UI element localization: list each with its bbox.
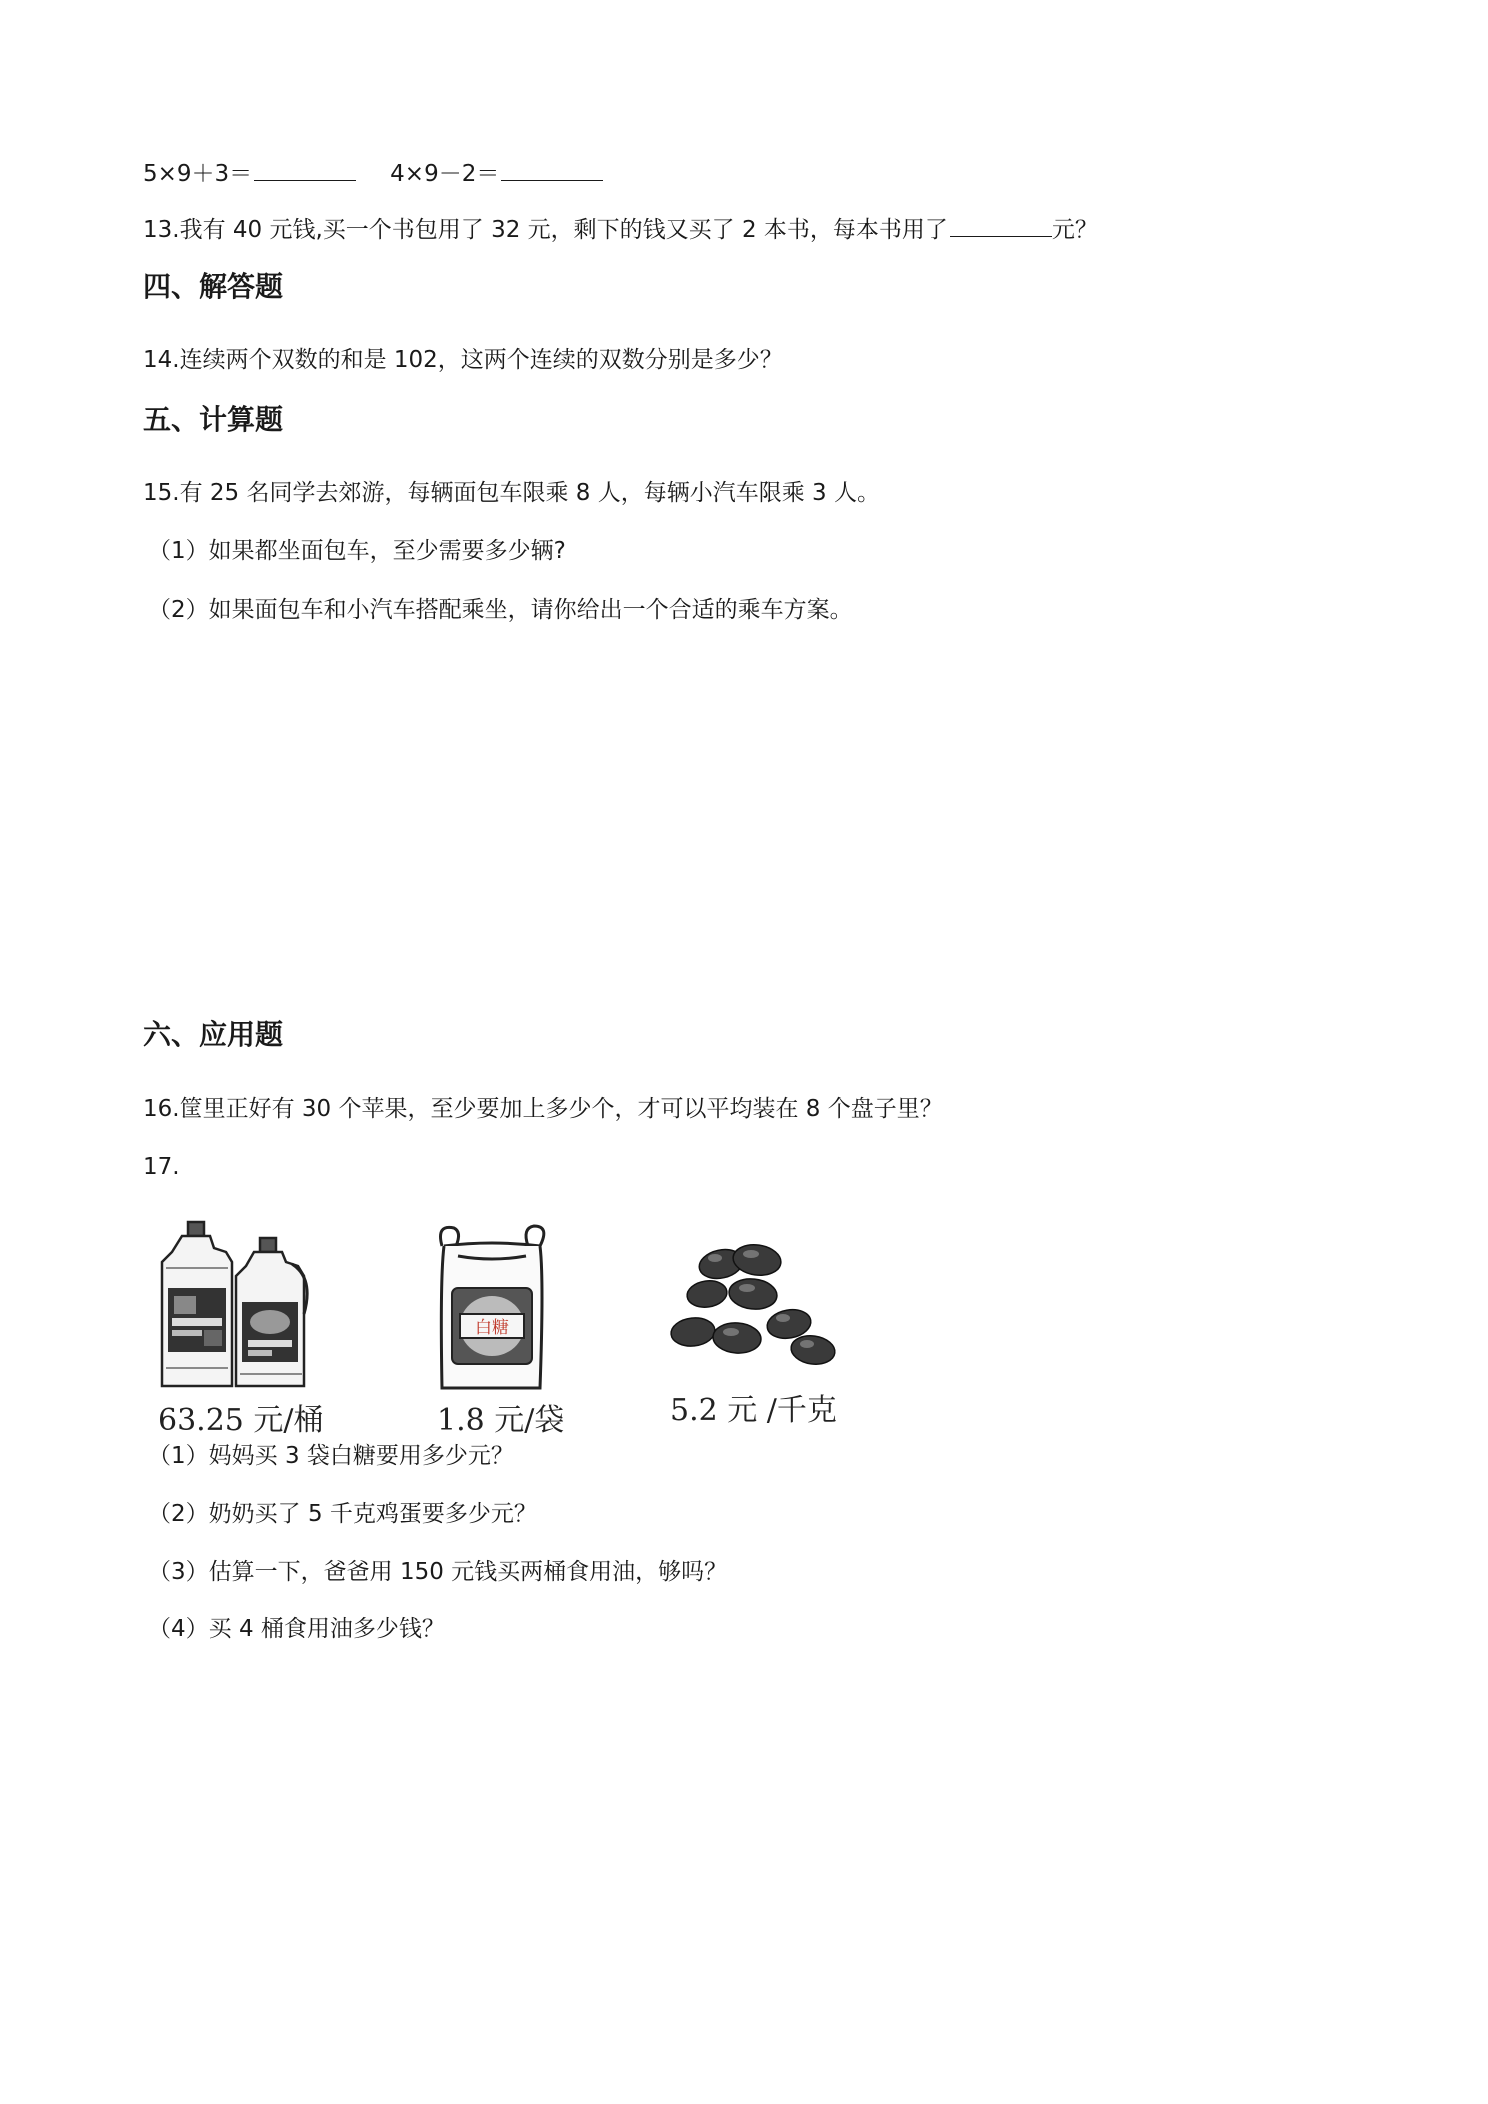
- q13-blank[interactable]: [950, 214, 1052, 237]
- section-6-title: 六、应用题: [143, 1018, 284, 1051]
- q12-expr1: 5×9＋3＝: [143, 161, 253, 187]
- q13-line: [143, 214, 1098, 245]
- q15-text: 15.有 25 名同学去郊游，每辆面包车限乘 8 人，每辆小汽车限乘 3 人。: [143, 480, 880, 506]
- sugar-bag-figure: [432, 1218, 552, 1394]
- q17-sub2: （2）奶奶买了 5 千克鸡蛋要多少元？: [148, 1501, 537, 1527]
- oil-bottles-figure: [158, 1218, 318, 1394]
- section-5-title: 五、计算题: [143, 403, 284, 436]
- q17-sub4: （4）买 4 桶食用油多少钱？: [148, 1616, 445, 1642]
- q12-blank1[interactable]: [254, 158, 356, 181]
- q15-sub1: （1）如果都坐面包车，至少需要多少辆?: [148, 538, 566, 564]
- q17-number: 17.: [143, 1154, 180, 1180]
- q12-expr2: 4×9－2＝: [390, 161, 500, 187]
- sugar-bag-label: 白糖: [475, 1318, 509, 1338]
- oil-bottles-icon: [158, 1218, 318, 1394]
- q13-text-after: 元？: [1051, 217, 1098, 243]
- q17-sub3: （3）估算一下，爸爸用 150 元钱买两桶食用油，够吗？: [148, 1559, 728, 1585]
- oil-price-label: 63.25 元/桶: [158, 1403, 324, 1438]
- sugar-price-label: 1.8 元/袋: [437, 1403, 565, 1438]
- section-4-title: 四、解答题: [143, 270, 284, 303]
- eggs-icon: [665, 1238, 845, 1378]
- q17-sub1: （1）妈妈买 3 袋白糖要用多少元？: [148, 1443, 514, 1469]
- q12-line: [143, 158, 603, 189]
- q14-text: 14.连续两个双数的和是 102，这两个连续的双数分别是多少？: [143, 347, 783, 373]
- q16-text: 16.筐里正好有 30 个苹果，至少要加上多少个，才可以平均装在 8 个盘子里？: [143, 1096, 943, 1122]
- q15-sub2: （2）如果面包车和小汽车搭配乘坐，请你给出一个合适的乘车方案。: [148, 597, 853, 623]
- q12-blank2[interactable]: [501, 158, 603, 181]
- q13-text: 13.我有 40 元钱,买一个书包用了 32 元，剩下的钱又买了 2 本书，每本书用了: [143, 217, 948, 243]
- eggs-figure: [665, 1238, 845, 1378]
- eggs-price-label: 5.2 元 /千克: [670, 1393, 837, 1428]
- sugar-bag-icon: [432, 1218, 552, 1394]
